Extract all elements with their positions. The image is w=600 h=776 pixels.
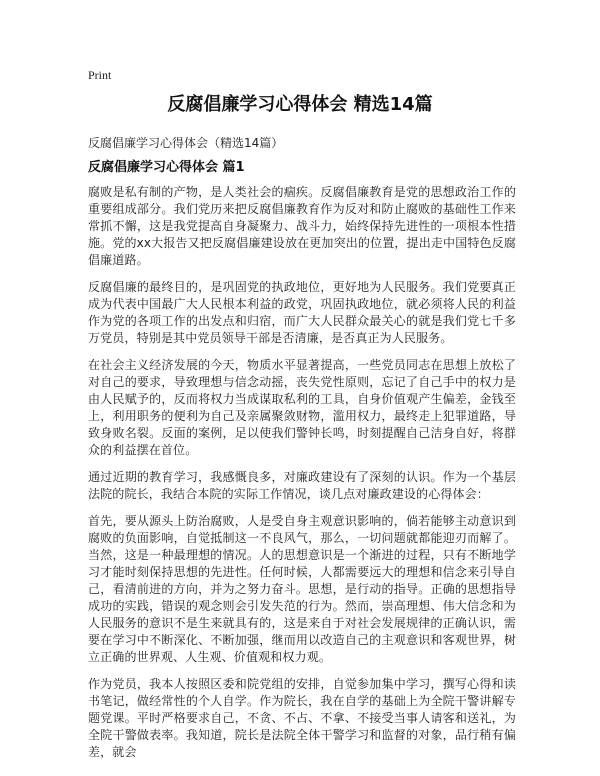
print-label: Print: [88, 68, 112, 82]
paragraph: 作为党员，我本人按照区委和院党组的安排，自觉参加集中学习，撰写心得和读书笔记，做经常性的个人自学。作为院长，我在自学的基础上为全院干警讲解专题党课。平时严格要求自己，不贪、不占、不拿、不接受当事人请客和送礼，为全院干警做表率。我知道，院长是法院全体干警学习和监督的对象，品行稍有偏差，就会: [88, 677, 516, 759]
paragraph: 通过近期的教育学习，我感慨良多，对廉政建设有了深刻的认识。作为一个基层法院的院长，我结合本院的实际工作情况，谈几点对廉政建设的心得体会：: [88, 470, 516, 501]
section-heading: 反腐倡廉学习心得体会 篇1: [88, 160, 245, 175]
paragraph: 腐败是私有制的产物，是人类社会的痼疾。反腐倡廉教育是党的思想政治工作的重要组成部分。我们党历来把反腐倡廉教育作为反对和防止腐败的基础性工作来常抓不懈，这是我党提高自身凝聚力、战斗力，始终保持先进性的一项根本性措施。党的xx大报告又把反腐倡廉建设放在更加突出的位置，提出走中国特色反腐倡廉道路。: [88, 185, 516, 267]
paragraph: 反腐倡廉的最终目的，是巩固党的执政地位，更好地为人民服务。我们党要真正成为代表中国最广大人民根本利益的政党，巩固执政地位，就必须将人民的利益作为党的各项工作的出发点和归宿，而广大人民群众最关心的就是我们党七千多万党员，特别是其中党员领导干部是否清廉，是否真正为人民服务。: [88, 280, 516, 345]
document-body: [88, 184, 516, 771]
paragraph: 在社会主义经济发展的今天，物质水平显著提高，一些党员同志在思想上放松了对自己的要求，导致理想与信念动摇，丧失党性原则，忘记了自己手中的权力是由人民赋予的，反而将权力当成谋取私利的工具，自身价值观产生偏差，金钱至上，利用职务的便利为自己及亲属聚敛财物，滥用权力，最终走上犯罪道路，导致身败名裂。反面的案例，足以使我们警钟长鸣，时刻提醒自己洁身自好，将群众的利益摆在首位。: [88, 358, 516, 457]
paragraph: 首先，要从源头上防治腐败，人是受自身主观意识影响的，倘若能够主动意识到腐败的负面影响，自觉抵制这一不良风气，那么，一切问题就都能迎刃而解了。当然，这是一种最理想的情况。人的思想意识是一个渐进的过程，只有不断地学习才能时刻保持思想的先进性。任何时候，人都需要远大的理想和信念来引导自己，看清前进的方向，并为之努力奋斗。思想，是行动的指导。正确的思想指导成功的实践，错误的观念则会引发失范的行为。然而，崇高理想、伟大信念和为人民服务的意识不是生来就具有的，这是来自于对社会发展规律的正确认识，需要在学习中不断深化、不断加强，继而用以改造自己的主观意识和客观世界，树立正确的世界观、人生观、价值观和权力观。: [88, 514, 516, 664]
document-title: 反腐倡廉学习心得体会 精选14篇: [167, 94, 433, 115]
document-subtitle: 反腐倡廉学习心得体会（精选14篇）: [88, 136, 284, 150]
